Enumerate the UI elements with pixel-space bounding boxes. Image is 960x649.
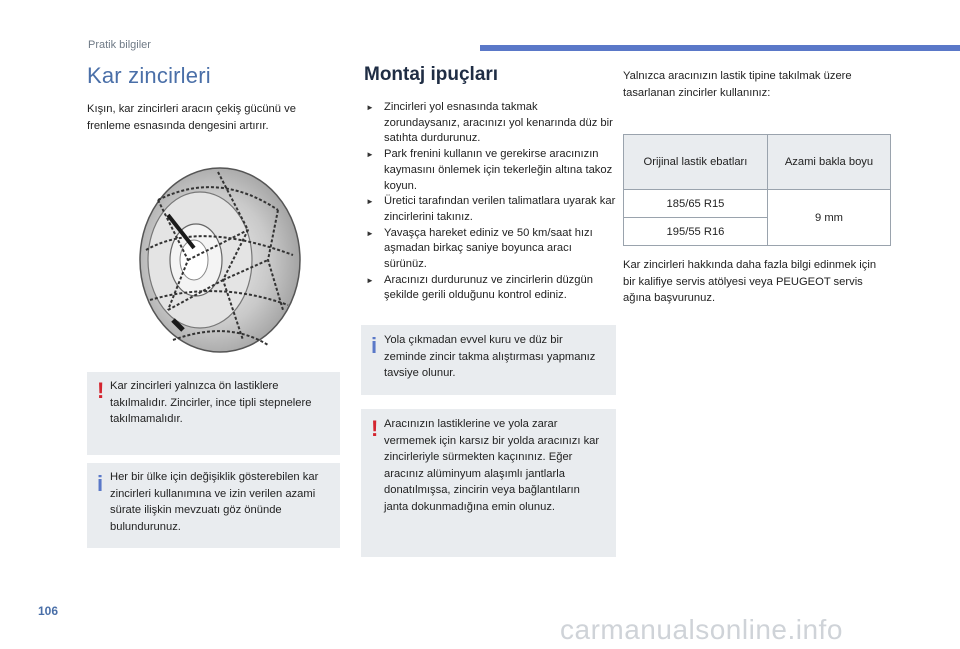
tip-info-text: Yola çıkmadan evvel kuru ve düz bir zeminde zincir takma alıştırması yapmanız tavsiye olunur.	[384, 334, 596, 379]
tips-list	[364, 100, 616, 304]
info-text: Her bir ülke için değişiklik gösterebilen kar zincirleri kullanımına ve izin verilen azami sürate ilişkin mevzuatı göz önünde bulundurunuz.	[110, 471, 319, 533]
warning-icon: !	[371, 416, 379, 441]
table-cell: 195/55 R16	[624, 218, 768, 246]
list-item: ► Üretici tarafından verilen talimatlara uyarak kar zincirlerini takınız.	[364, 194, 616, 225]
tire-size-table	[623, 134, 891, 246]
intro-text: Kışın, kar zincirleri aracın çekiş gücünü ve frenleme esnasında dengesini artırır.	[87, 103, 296, 132]
table-cell: 9 mm	[767, 190, 890, 246]
warning-text: Kar zincirleri yalnızca ön lastiklere takılmalıdır. Zincirler, ince tipli stepnelere takılmamalıdır.	[110, 380, 312, 425]
list-item: ► Zincirleri yol esnasında takmak zorundaysanız, aracınızı yol kenarında düz bir satıhta durdurunuz.	[364, 100, 616, 147]
list-item: ► Park frenini kullanın ve gerekirse aracınızın kaymasını önlemek için tekerleğin altına takoz koyun.	[364, 147, 616, 194]
warning-box	[87, 372, 340, 455]
tire-intro-text: Yalnızca aracınızın lastik tipine takılmak üzere tasarlanan zincirler kullanınız:	[623, 70, 852, 99]
tip-warning-text: Aracınızın lastiklerine ve yola zarar vermemek için karsız bir yolda aracınızı kar zincirleriyle sürmekten kaçınınız. Eğer aracınız alüminyum alaşımlı jantlarla donatılmışsa, zincirin veya bağlantıların janta dokunmadığına emin olunuz.	[384, 418, 600, 513]
section-title: Pratik bilgiler	[88, 39, 151, 51]
warning-icon: !	[97, 378, 105, 403]
tip-info-box	[361, 325, 616, 395]
tip-warning-box	[361, 409, 616, 557]
list-item: ► Yavaşça hareket ediniz ve 50 km/saat hızı aşmadan birkaç saniye boyunca aracı sürünüz.	[364, 226, 616, 273]
table-header: Orijinal lastik ebatları	[624, 135, 768, 190]
page-title: Kar zincirleri	[87, 63, 211, 88]
info-box	[87, 463, 340, 548]
list-item: ► Aracınızı durdurunuz ve zincirlerin düzgün şekilde gerili olduğunu kontrol ediniz.	[364, 273, 616, 304]
table-header: Azami bakla boyu	[767, 135, 890, 190]
watermark: carmanualsonline.info	[560, 614, 843, 645]
section-heading: Montaj ipuçları	[364, 64, 499, 85]
info-icon: i	[97, 471, 104, 496]
more-info-text: Kar zincirleri hakkında daha fazla bilgi edinmek için bir kalifiye servis atölyesi veya PEUGEOT servis ağına başvurunuz.	[623, 259, 877, 304]
snow-chain-illustration	[128, 160, 308, 360]
page-number: 106	[38, 604, 59, 618]
header-accent-bar	[480, 45, 960, 51]
table-cell: 185/65 R15	[624, 190, 768, 218]
info-icon: i	[371, 333, 378, 358]
